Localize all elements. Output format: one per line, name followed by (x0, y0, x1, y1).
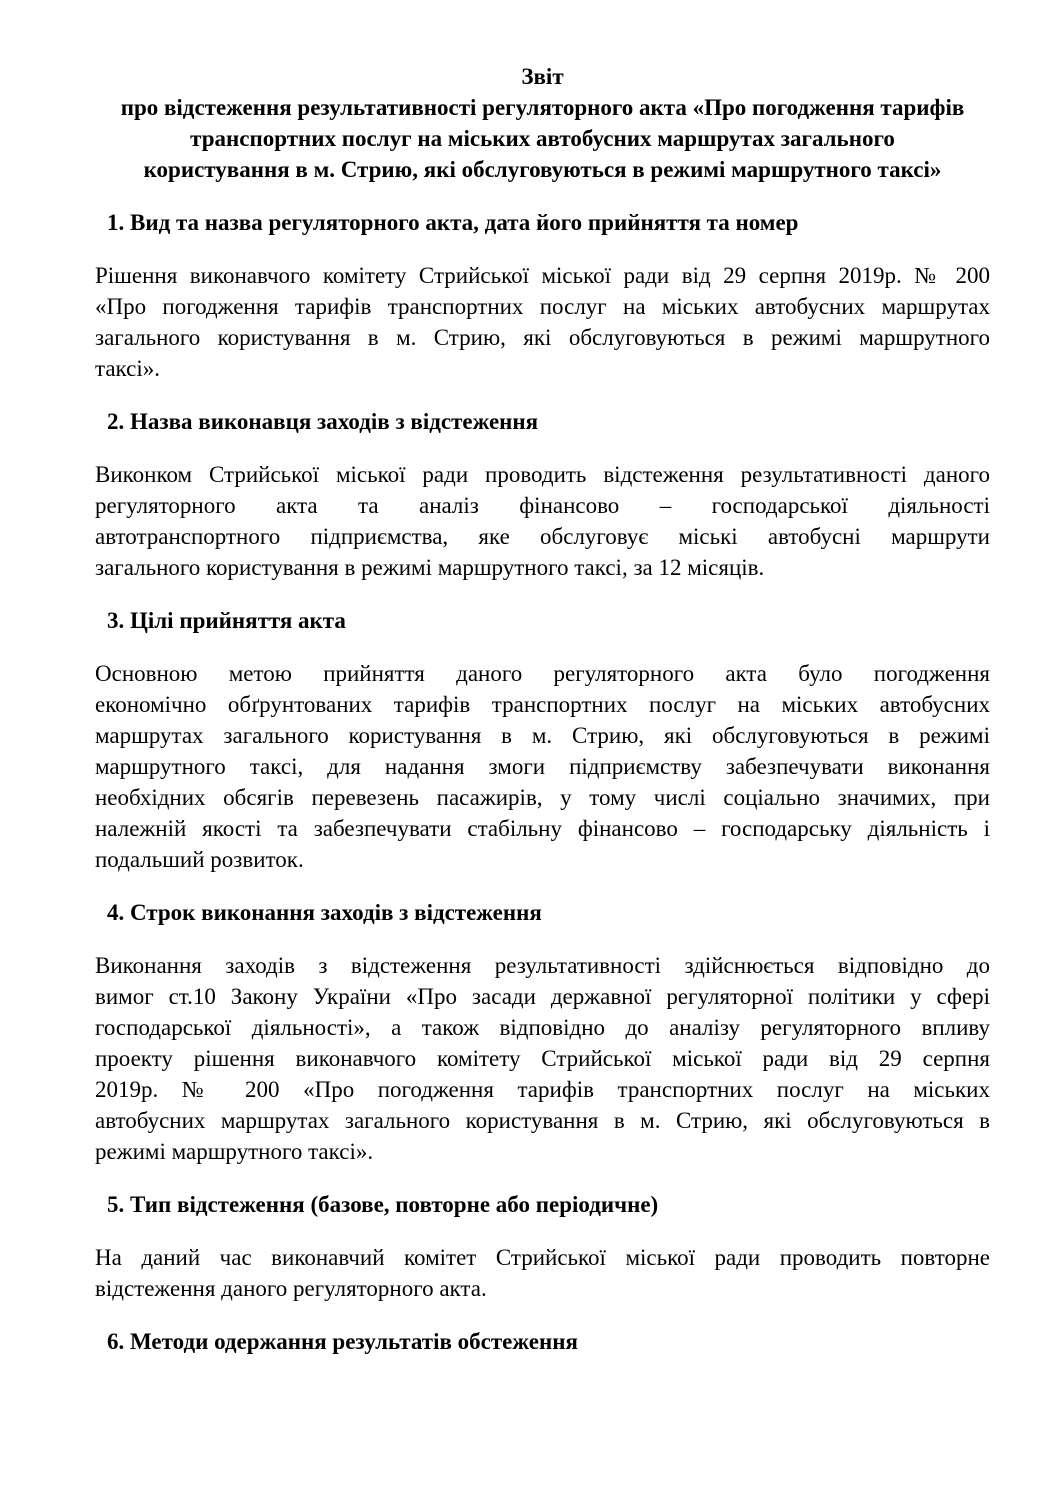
text-line: економічно обґрунтованих тарифів транспортних послуг на міських автобусних (95, 692, 990, 717)
text-line: загального користування в режимі маршрутного таксі, за 12 місяців. (95, 555, 765, 580)
text-line: транспортних послуг на міських автобусних маршрутах загального (190, 126, 895, 151)
section-heading: 3. Цілі прийняття акта (107, 608, 346, 633)
text-line: режимі маршрутного таксі». (95, 1139, 374, 1164)
text-line: відстеження даного регуляторного акта. (95, 1276, 487, 1301)
section-heading: 5. Тип відстеження (базове, повторне або періодичне) (107, 1192, 659, 1217)
text-line: належній якості та забезпечувати стабільну фінансово – господарську діяльність і (95, 816, 990, 841)
text-line: маршрутах загального користування в м. Стрию, які обслуговуються в режимі (95, 723, 990, 748)
section-6 (95, 1326, 990, 1357)
text-line: подальший розвиток. (95, 847, 304, 872)
section-heading: 1. Вид та назва регуляторного акта, дата його прийняття та номер (107, 210, 799, 235)
text-line: регуляторного акта та аналіз фінансово – господарської діяльності (95, 493, 990, 518)
section-paragraph (95, 260, 990, 384)
section-2 (95, 406, 990, 583)
section-paragraph (95, 459, 990, 583)
text-line: маршрутного таксі, для надання змоги підприємству забезпечувати виконання (95, 754, 990, 779)
text-line: Звіт (521, 64, 564, 89)
text-line: Основною метою прийняття даного регуляторного акта було погодження (95, 661, 990, 686)
text-line: На даний час виконавчий комітет Стрийської міської ради проводить повторне (95, 1245, 990, 1270)
text-line: «Про погодження тарифів транспортних послуг на міських автобусних маршрутах (95, 294, 990, 319)
text-line: про відстеження результативності регуляторного акта «Про погодження тарифів (120, 95, 965, 120)
text-line: загального користування в м. Стрию, які обслуговуються в режимі маршрутного (95, 325, 990, 350)
text-line: таксі». (95, 356, 160, 381)
text-line: проекту рішення виконавчого комітету Стрийської міської ради від 29 серпня (95, 1046, 990, 1071)
text-line: автобусних маршрутах загального користування в м. Стрию, які обслуговуються в (95, 1108, 990, 1133)
section-paragraph (95, 1242, 990, 1304)
section-3 (95, 605, 990, 875)
section-heading: 2. Назва виконавця заходів з відстеження (107, 409, 539, 434)
text-line: 2019р. № 200 «Про погодження тарифів транспортних послуг на міських (95, 1077, 990, 1102)
text-line: Виконання заходів з відстеження результативності здійснюється відповідно до (95, 953, 990, 978)
section-1 (95, 207, 990, 384)
section-paragraph (95, 658, 990, 875)
text-line: необхідних обсягів перевезень пасажирів, у тому числі соціально значимих, при (95, 785, 990, 810)
text-line: господарської діяльності», а також відповідно до аналізу регуляторного впливу (95, 1015, 990, 1040)
section-heading: 4. Строк виконання заходів з відстеження (107, 900, 542, 925)
text-line: Виконком Стрийської міської ради проводить відстеження результативності даного (95, 462, 990, 487)
text-line: Рішення виконавчого комітету Стрийської міської ради від 29 серпня 2019р. № 200 (95, 263, 990, 288)
text-line: автотранспортного підприємства, яке обслуговує міські автобусні маршрути (95, 524, 990, 549)
section-paragraph (95, 950, 990, 1167)
text-line: користування в м. Стрию, які обслуговуються в режимі маршрутного таксі» (143, 157, 942, 182)
section-4 (95, 897, 990, 1167)
section-heading: 6. Методи одержання результатів обстеження (107, 1329, 578, 1354)
document-title (95, 61, 990, 185)
text-line: вимог ст.10 Закону України «Про засади державної регуляторної політики у сфері (95, 984, 990, 1009)
section-5 (95, 1189, 990, 1304)
